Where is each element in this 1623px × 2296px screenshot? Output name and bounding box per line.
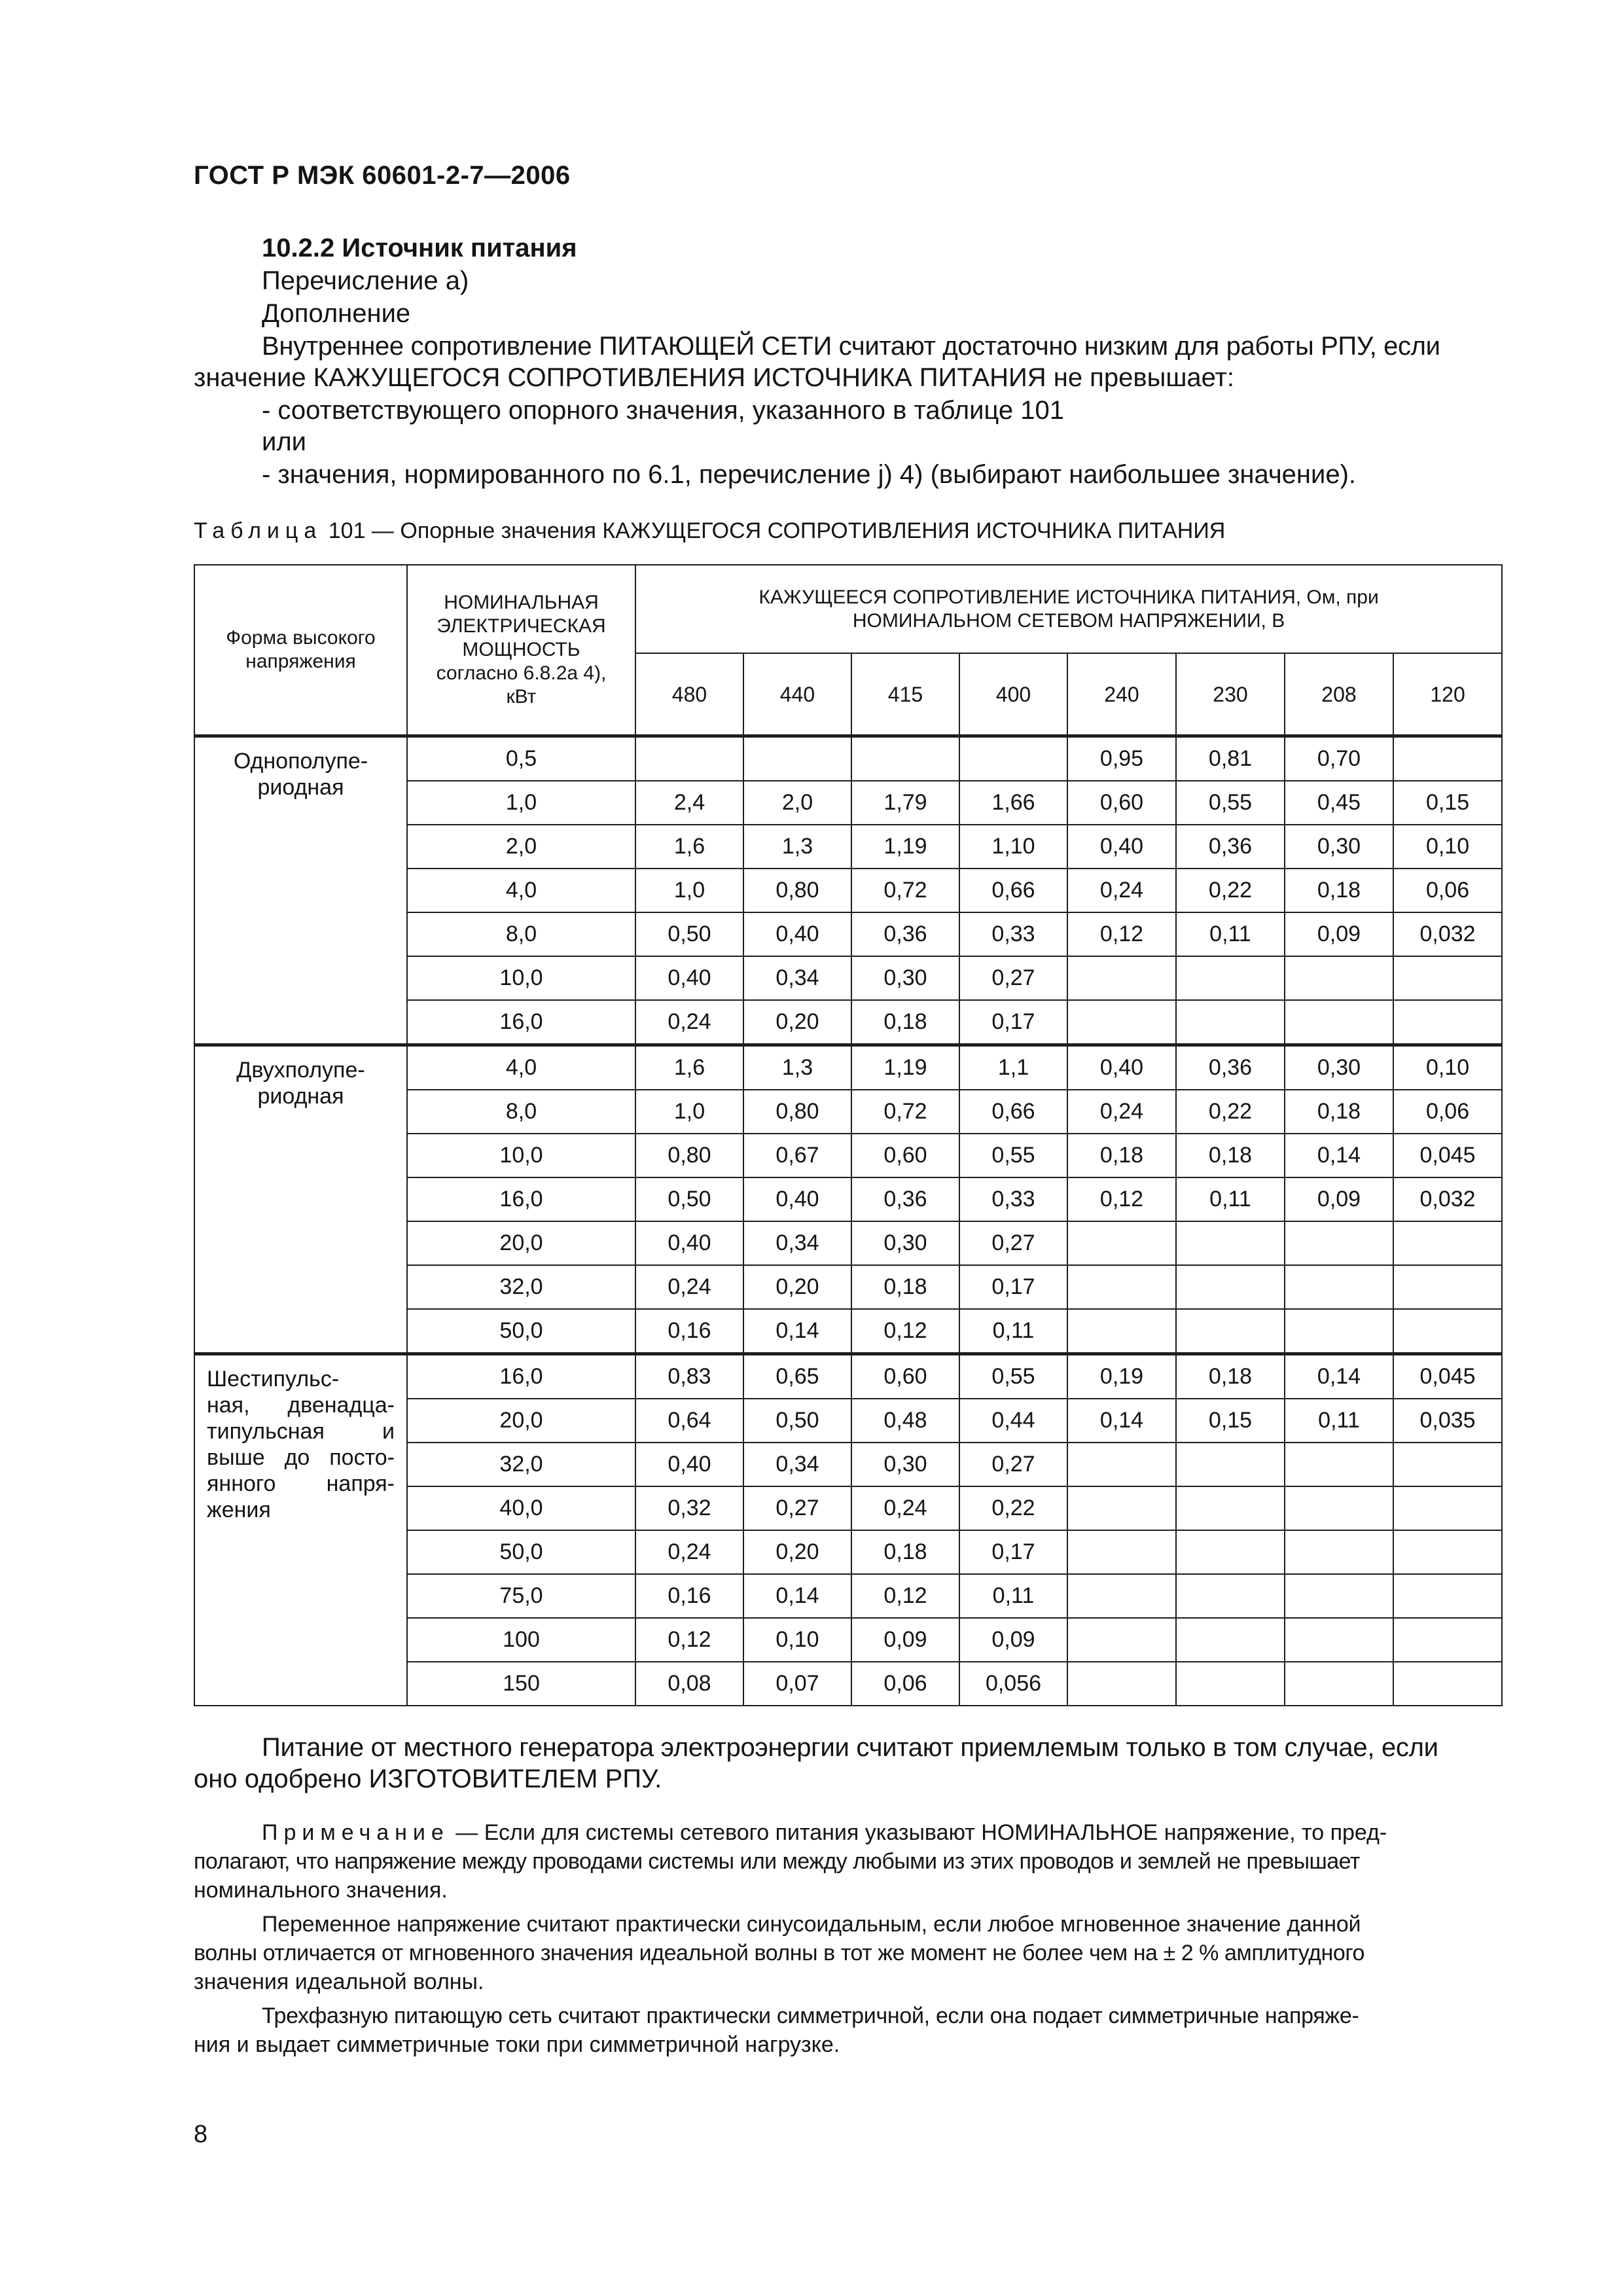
impedance-cell: 0,34: [743, 1221, 851, 1265]
impedance-cell: [851, 736, 959, 781]
impedance-cell: [1393, 1000, 1502, 1045]
impedance-cell: 0,18: [851, 1000, 959, 1045]
impedance-cell: 1,79: [851, 781, 959, 825]
impedance-cell: 0,18: [851, 1530, 959, 1574]
impedance-cell: 0,60: [851, 1134, 959, 1177]
impedance-cell: 0,24: [851, 1486, 959, 1530]
impedance-cell: 0,14: [1285, 1354, 1393, 1399]
impedance-cell: [1285, 1265, 1393, 1309]
impedance-cell: 0,36: [851, 912, 959, 956]
impedance-cell: 0,24: [1067, 869, 1176, 912]
impedance-cell: 0,80: [743, 1090, 851, 1134]
impedance-cell: 1,6: [635, 1045, 743, 1090]
section-title: 10.2.2 Источник питания: [262, 234, 577, 262]
table-row: [194, 1045, 1502, 1090]
list-item: - соответствующего опорного значения, указанного в таблице 101: [262, 396, 1064, 425]
impedance-cell: 0,81: [1176, 736, 1285, 781]
power-cell: 50,0: [407, 1530, 635, 1574]
power-cell: 2,0: [407, 825, 635, 869]
impedance-cell: 0,12: [1067, 1177, 1176, 1221]
impedance-cell: 0,27: [743, 1486, 851, 1530]
impedance-cell: [1067, 1443, 1176, 1486]
impedance-cell: 0,14: [1067, 1399, 1176, 1443]
reference-values-table: [194, 564, 1503, 1706]
power-cell: 75,0: [407, 1574, 635, 1618]
note-text: — Если для системы сетевого питания указывают НОМИНАЛЬНОЕ напряжение, то пред-: [449, 1820, 1387, 1845]
page-number: 8: [194, 2121, 208, 2148]
impedance-cell: 0,33: [959, 1177, 1067, 1221]
impedance-cell: 0,48: [851, 1399, 959, 1443]
column-header-voltage: 230: [1176, 653, 1285, 736]
table-row: [194, 736, 1502, 781]
table-caption-text: 101 — Опорные значения КАЖУЩЕГОСЯ СОПРОТИВЛЕНИЯ ИСТОЧНИКА ПИТАНИЯ: [322, 518, 1226, 543]
impedance-cell: 0,34: [743, 1443, 851, 1486]
impedance-cell: [1176, 1443, 1285, 1486]
impedance-cell: [1176, 1221, 1285, 1265]
impedance-cell: 0,24: [1067, 1090, 1176, 1134]
impedance-cell: 0,36: [1176, 825, 1285, 869]
impedance-cell: [1393, 1486, 1502, 1530]
impedance-cell: [1285, 1309, 1393, 1354]
impedance-cell: [1285, 1443, 1393, 1486]
impedance-cell: 1,3: [743, 825, 851, 869]
impedance-cell: [743, 736, 851, 781]
impedance-cell: 0,09: [1285, 912, 1393, 956]
impedance-cell: [1176, 1530, 1285, 1574]
impedance-cell: 0,55: [959, 1134, 1067, 1177]
impedance-cell: 0,19: [1067, 1354, 1176, 1399]
body-line: Внутреннее сопротивление ПИТАЮЩЕЙ СЕТИ считают достаточно низким для работы РПУ, если: [262, 332, 1440, 361]
impedance-cell: 0,40: [743, 1177, 851, 1221]
impedance-cell: 1,10: [959, 825, 1067, 869]
impedance-cell: [1067, 1000, 1176, 1045]
impedance-cell: 0,22: [1176, 1090, 1285, 1134]
impedance-cell: 0,80: [635, 1134, 743, 1177]
column-header-voltage: 480: [635, 653, 743, 736]
impedance-cell: 0,06: [1393, 869, 1502, 912]
impedance-cell: [1393, 736, 1502, 781]
impedance-cell: 0,11: [1176, 912, 1285, 956]
impedance-cell: 0,032: [1393, 1177, 1502, 1221]
impedance-cell: [1067, 1486, 1176, 1530]
impedance-cell: [1176, 956, 1285, 1000]
impedance-cell: [1176, 1618, 1285, 1662]
impedance-cell: [1285, 956, 1393, 1000]
impedance-cell: 0,18: [1285, 1090, 1393, 1134]
impedance-cell: 0,66: [959, 1090, 1067, 1134]
power-cell: 16,0: [407, 1177, 635, 1221]
impedance-cell: 0,08: [635, 1662, 743, 1706]
impedance-cell: 0,10: [1393, 825, 1502, 869]
power-cell: 20,0: [407, 1399, 635, 1443]
impedance-cell: 0,40: [743, 912, 851, 956]
impedance-cell: [1393, 1662, 1502, 1706]
impedance-cell: 0,10: [743, 1618, 851, 1662]
impedance-cell: 0,30: [851, 1221, 959, 1265]
impedance-cell: [1176, 1265, 1285, 1309]
impedance-cell: [959, 736, 1067, 781]
impedance-cell: 0,70: [1285, 736, 1393, 781]
impedance-cell: 0,33: [959, 912, 1067, 956]
impedance-cell: 0,83: [635, 1354, 743, 1399]
power-cell: 150: [407, 1662, 635, 1706]
impedance-cell: 1,0: [635, 1090, 743, 1134]
impedance-cell: [1285, 1618, 1393, 1662]
voltage-form-cell: [194, 1354, 407, 1706]
note-label: Примечание: [262, 1820, 450, 1845]
impedance-cell: 0,11: [1176, 1177, 1285, 1221]
impedance-cell: 0,12: [1067, 912, 1176, 956]
impedance-cell: 0,06: [1393, 1090, 1502, 1134]
impedance-cell: 0,30: [851, 956, 959, 1000]
impedance-cell: [1393, 1221, 1502, 1265]
impedance-cell: 0,30: [1285, 1045, 1393, 1090]
impedance-cell: 0,17: [959, 1530, 1067, 1574]
voltage-form-line: выше до посто-: [207, 1445, 395, 1470]
power-cell: 32,0: [407, 1443, 635, 1486]
note-line: номинального значения.: [194, 1878, 448, 1903]
impedance-cell: 0,07: [743, 1662, 851, 1706]
impedance-cell: 0,16: [635, 1574, 743, 1618]
body-line: Перечисление а): [262, 266, 469, 295]
power-cell: 4,0: [407, 1045, 635, 1090]
impedance-cell: 0,95: [1067, 736, 1176, 781]
power-cell: 100: [407, 1618, 635, 1662]
impedance-cell: [1393, 1618, 1502, 1662]
impedance-cell: 0,18: [1285, 869, 1393, 912]
impedance-cell: 0,032: [1393, 912, 1502, 956]
note-line: полагают, что напряжение между проводами системы или между любыми из этих проводов и землей не превышает: [194, 1849, 1360, 1874]
impedance-cell: [635, 736, 743, 781]
impedance-cell: [1285, 1000, 1393, 1045]
impedance-cell: [1067, 1618, 1176, 1662]
impedance-cell: 0,11: [1285, 1399, 1393, 1443]
impedance-cell: 0,66: [959, 869, 1067, 912]
list-item: - значения, нормированного по 6.1, перечисление j) 4) (выбирают наибольшее значение).: [262, 460, 1357, 489]
body-line: значение КАЖУЩЕГОСЯ СОПРОТИВЛЕНИЯ ИСТОЧНИКА ПИТАНИЯ не превышает:: [194, 363, 1235, 392]
impedance-cell: 2,4: [635, 781, 743, 825]
impedance-cell: [1176, 1662, 1285, 1706]
note-line: волны отличается от мгновенного значения идеальной волны в тот же момент не более чем на ± 2 % амплитудного: [194, 1941, 1364, 1965]
impedance-cell: 0,12: [851, 1574, 959, 1618]
impedance-cell: 0,18: [1176, 1354, 1285, 1399]
impedance-cell: 0,14: [743, 1574, 851, 1618]
impedance-cell: [1067, 1309, 1176, 1354]
impedance-cell: [1176, 1486, 1285, 1530]
impedance-cell: 0,50: [635, 1177, 743, 1221]
impedance-cell: 0,40: [635, 1221, 743, 1265]
document-header: ГОСТ Р МЭК 60601-2-7—2006: [194, 161, 571, 190]
impedance-cell: 0,30: [1285, 825, 1393, 869]
impedance-cell: 1,3: [743, 1045, 851, 1090]
impedance-cell: 0,34: [743, 956, 851, 1000]
impedance-cell: [1393, 1443, 1502, 1486]
impedance-cell: 0,30: [851, 1443, 959, 1486]
impedance-cell: [1393, 1530, 1502, 1574]
impedance-cell: 0,045: [1393, 1354, 1502, 1399]
impedance-cell: 0,09: [851, 1618, 959, 1662]
voltage-form-line: риодная: [257, 775, 344, 800]
impedance-cell: 0,09: [959, 1618, 1067, 1662]
voltage-form-cell: [194, 1045, 407, 1354]
impedance-cell: 0,72: [851, 1090, 959, 1134]
impedance-cell: [1176, 1000, 1285, 1045]
power-cell: 8,0: [407, 912, 635, 956]
impedance-cell: [1067, 956, 1176, 1000]
impedance-cell: 0,44: [959, 1399, 1067, 1443]
impedance-cell: 0,22: [959, 1486, 1067, 1530]
impedance-cell: 0,24: [635, 1000, 743, 1045]
impedance-cell: 0,11: [959, 1309, 1067, 1354]
voltage-form-cell: [194, 736, 407, 1045]
impedance-cell: 0,27: [959, 956, 1067, 1000]
impedance-cell: 0,80: [743, 869, 851, 912]
impedance-cell: 0,14: [1285, 1134, 1393, 1177]
impedance-cell: 0,11: [959, 1574, 1067, 1618]
impedance-cell: [1285, 1530, 1393, 1574]
column-header-impedance: КАЖУЩЕЕСЯ СОПРОТИВЛЕНИЕ ИСТОЧНИКА ПИТАНИЯ, Ом, при НОМИНАЛЬНОМ СЕТЕВОМ НАПРЯЖЕНИИ, В: [635, 565, 1502, 653]
impedance-cell: 0,22: [1176, 869, 1285, 912]
impedance-cell: 0,55: [959, 1354, 1067, 1399]
column-header-voltage: 415: [851, 653, 959, 736]
impedance-cell: 0,40: [1067, 825, 1176, 869]
impedance-cell: [1393, 1265, 1502, 1309]
impedance-cell: 0,40: [635, 956, 743, 1000]
body-line: или: [262, 427, 307, 456]
power-cell: 8,0: [407, 1090, 635, 1134]
impedance-cell: 0,09: [1285, 1177, 1393, 1221]
impedance-cell: [1285, 1486, 1393, 1530]
impedance-cell: 1,19: [851, 825, 959, 869]
impedance-cell: [1067, 1265, 1176, 1309]
impedance-cell: [1285, 1662, 1393, 1706]
impedance-cell: 0,50: [635, 912, 743, 956]
note-line: ния и выдает симметричные токи при симметричной нагрузке.: [194, 2032, 840, 2057]
impedance-cell: 0,16: [635, 1309, 743, 1354]
power-cell: 16,0: [407, 1354, 635, 1399]
column-header-voltage: 208: [1285, 653, 1393, 736]
impedance-cell: [1067, 1662, 1176, 1706]
impedance-cell: 0,20: [743, 1265, 851, 1309]
voltage-form-line: Шестипульс-: [207, 1367, 340, 1391]
impedance-cell: [1393, 1574, 1502, 1618]
impedance-cell: 0,27: [959, 1221, 1067, 1265]
impedance-cell: 0,035: [1393, 1399, 1502, 1443]
impedance-cell: 1,6: [635, 825, 743, 869]
impedance-cell: 0,12: [851, 1309, 959, 1354]
impedance-cell: [1285, 1221, 1393, 1265]
table-caption: [194, 518, 1225, 544]
impedance-cell: 0,40: [635, 1443, 743, 1486]
impedance-cell: [1393, 956, 1502, 1000]
impedance-cell: 0,24: [635, 1530, 743, 1574]
note-line: Трехфазную питающую сеть считают практически симметричной, если она подает симметричные напряже-: [262, 2003, 1359, 2028]
note-line: Переменное напряжение считают практически синусоидальным, если любое мгновенное значение данной: [262, 1912, 1361, 1937]
impedance-cell: [1176, 1574, 1285, 1618]
voltage-form-line: жения: [207, 1498, 271, 1522]
voltage-form-line: янного напря-: [207, 1471, 395, 1496]
power-cell: 10,0: [407, 1134, 635, 1177]
power-cell: 0,5: [407, 736, 635, 781]
impedance-cell: 1,66: [959, 781, 1067, 825]
impedance-cell: 0,32: [635, 1486, 743, 1530]
power-cell: 4,0: [407, 869, 635, 912]
impedance-cell: 0,12: [635, 1618, 743, 1662]
impedance-cell: 0,15: [1393, 781, 1502, 825]
impedance-cell: 0,24: [635, 1265, 743, 1309]
paragraph-line: оно одобрено ИЗГОТОВИТЕЛЕМ РПУ.: [194, 1765, 662, 1793]
note-line: значения идеальной волны.: [194, 1969, 484, 1994]
impedance-cell: 0,60: [851, 1354, 959, 1399]
impedance-cell: 0,056: [959, 1662, 1067, 1706]
column-header-voltage: 120: [1393, 653, 1502, 736]
power-cell: 20,0: [407, 1221, 635, 1265]
impedance-cell: 0,27: [959, 1443, 1067, 1486]
impedance-cell: 0,60: [1067, 781, 1176, 825]
table-row: [194, 1354, 1502, 1399]
impedance-cell: 0,18: [1176, 1134, 1285, 1177]
voltage-form-line: риодная: [257, 1084, 344, 1109]
impedance-cell: [1067, 1574, 1176, 1618]
impedance-cell: 0,36: [851, 1177, 959, 1221]
impedance-cell: 1,1: [959, 1045, 1067, 1090]
impedance-cell: 0,14: [743, 1309, 851, 1354]
impedance-cell: 0,045: [1393, 1134, 1502, 1177]
voltage-form-line: Однополупе-: [233, 749, 368, 774]
impedance-cell: 0,65: [743, 1354, 851, 1399]
impedance-cell: [1067, 1221, 1176, 1265]
note-line: [262, 1818, 1387, 1847]
table-caption-label: Таблица: [194, 518, 323, 543]
impedance-cell: [1393, 1309, 1502, 1354]
column-header-power: НОМИНАЛЬНАЯ ЭЛЕКТРИЧЕСКАЯ МОЩНОСТЬ согласно 6.8.2а 4), кВт: [407, 565, 635, 736]
column-header-voltage: 240: [1067, 653, 1176, 736]
impedance-cell: 0,45: [1285, 781, 1393, 825]
impedance-cell: 0,15: [1176, 1399, 1285, 1443]
body-line: Дополнение: [262, 299, 411, 328]
impedance-cell: 1,0: [635, 869, 743, 912]
impedance-cell: [1067, 1530, 1176, 1574]
impedance-cell: 0,18: [851, 1265, 959, 1309]
power-cell: 1,0: [407, 781, 635, 825]
impedance-cell: 0,55: [1176, 781, 1285, 825]
power-cell: 50,0: [407, 1309, 635, 1354]
impedance-cell: 0,20: [743, 1000, 851, 1045]
column-header-form: Форма высокого напряжения: [194, 565, 407, 736]
impedance-cell: 0,50: [743, 1399, 851, 1443]
impedance-cell: 1,19: [851, 1045, 959, 1090]
impedance-cell: 0,36: [1176, 1045, 1285, 1090]
power-cell: 40,0: [407, 1486, 635, 1530]
table-body: [194, 736, 1502, 1706]
impedance-cell: [1176, 1309, 1285, 1354]
impedance-cell: 0,06: [851, 1662, 959, 1706]
impedance-cell: 0,17: [959, 1265, 1067, 1309]
column-header-voltage: 400: [959, 653, 1067, 736]
impedance-cell: 0,64: [635, 1399, 743, 1443]
voltage-form-line: типульсная и: [207, 1419, 395, 1444]
column-header-voltage: 440: [743, 653, 851, 736]
power-cell: 16,0: [407, 1000, 635, 1045]
impedance-cell: 2,0: [743, 781, 851, 825]
impedance-cell: [1285, 1574, 1393, 1618]
impedance-cell: 0,40: [1067, 1045, 1176, 1090]
impedance-cell: 0,10: [1393, 1045, 1502, 1090]
power-cell: 32,0: [407, 1265, 635, 1309]
voltage-form-line: Двухполупе-: [236, 1058, 365, 1083]
impedance-cell: 0,20: [743, 1530, 851, 1574]
voltage-form-line: ная, двенадца-: [207, 1393, 395, 1418]
impedance-cell: 0,17: [959, 1000, 1067, 1045]
impedance-cell: 0,18: [1067, 1134, 1176, 1177]
impedance-cell: 0,72: [851, 869, 959, 912]
paragraph-line: Питание от местного генератора электроэнергии считают приемлемым только в том случае, если: [262, 1733, 1438, 1762]
impedance-cell: 0,67: [743, 1134, 851, 1177]
power-cell: 10,0: [407, 956, 635, 1000]
